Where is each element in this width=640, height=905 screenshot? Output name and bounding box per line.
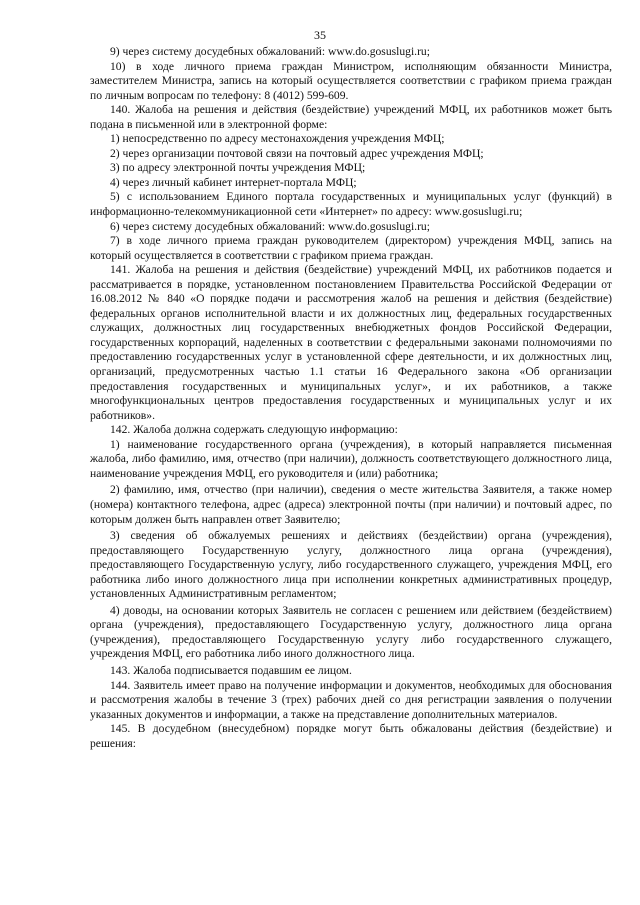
paragraph: 9) через систему досудебных обжалований: www.do.gosuslugi.ru;	[110, 45, 430, 58]
paragraph: 145. В досудебном (внесудебном) порядке могут быть обжалованы действия (бездействие) и решения:	[90, 722, 612, 750]
paragraph: 2) фамилию, имя, отчество (при наличии), сведения о месте жительства Заявителя, а также номер (номера) контактного телефона, адрес (адреса) электронной почты (при наличии) и почтовый адрес, по которым должен быть направлен ответ Заявителю;	[90, 483, 612, 526]
paragraph: 3) сведения об обжалуемых решениях и действиях (бездействии) органа (учреждения), предоставляющего Государственную услугу, должностного лица органа (учреждения), предоставляющего Государственную услугу, либо государственного служащего, учреждения МФЦ, его работника либо иного должностного лица при исполнении конкретных административных процедур, установленных Административным регламентом;	[90, 529, 612, 601]
paragraph: 2) через организации почтовой связи на почтовый адрес учреждения МФЦ;	[110, 146, 484, 160]
paragraph: 7) в ходе личного приема граждан руководителем (директором) учреждения МФЦ, запись на который осуществляется в соответствии с графиком приема граждан.	[90, 234, 612, 262]
paragraph: 1) непосредственно по адресу местонахождения учреждения МФЦ;	[110, 132, 445, 146]
paragraph: 143. Жалоба подписывается подавшим ее лицом.	[110, 663, 352, 677]
paragraph: 10) в ходе личного приема граждан Министром, исполняющим обязанности Министра, заместителем Министра, запись на который осуществляется соответствии с графиком приема граждан по личным вопросам по телефону: 8 (4012) 599-609.	[90, 59, 612, 102]
paragraph: 141. Жалоба на решения и действия (бездействие) учреждений МФЦ, их работников подается и рассматривается в порядке, установленном постановлением Правительства Российской Федерации от 16.08.2012 № 840 «О порядке подачи и рассмотрения жалоб на решения и действия (бездействие) федеральных органов исполнительной власти и их должностных лиц, федеральных государственных служащих, должностных лиц государственных внебюджетных фондов Российской Федерации, государственных корпораций, наделенных в соответствии с федеральными законами полномочиями по предоставлению государственных услуг в установленной сфере деятельности, и их должностных лиц, организаций, предусмотренных частью 1.1 статьи 16 Федерального закона «Об организации предоставления государственных и муниципальных услуг», и их работников, а также многофункциональных центров предоставления государственных и муниципальных услуг и их работников».	[90, 263, 612, 422]
paragraph: 144. Заявитель имеет право на получение информации и документов, необходимых для обоснования и рассмотрения жалобы в течение 3 (трех) рабочих дней со дня регистрации заявления о получении указанных документов и информации, а также на представление дополнительных материалов.	[90, 678, 612, 721]
page-number: 35	[314, 28, 326, 42]
paragraph: 142. Жалоба должна содержать следующую информацию:	[110, 423, 398, 437]
paragraph: 140. Жалоба на решения и действия (бездействие) учреждений МФЦ, их работников может быть подана в письменной или в электронной форме:	[90, 103, 612, 131]
document-body	[90, 45, 612, 751]
paragraph: 4) доводы, на основании которых Заявитель не согласен с решением или действием (бездействием) органа (учреждения), предоставляющего Государственную услугу, должностного лица органа (учреждения), предоставляющего Государственную услугу либо государственного служащего, учреждения МФЦ, его работника либо иного должностного лица.	[90, 603, 612, 661]
paragraph: 6) через систему досудебных обжалований: www.do.gosuslugi.ru;	[110, 219, 430, 233]
paragraph: 5) с использованием Единого портала государственных и муниципальных услуг (функций) в информационно-телекоммуникационной сети «Интернет» по адресу: www.gosuslugi.ru;	[90, 190, 612, 219]
paragraph: 3) по адресу электронной почты учреждения МФЦ;	[110, 161, 366, 175]
paragraph: 4) через личный кабинет интернет-портала МФЦ;	[110, 175, 357, 189]
paragraph: 1) наименование государственного органа (учреждения), в который направляется письменная жалоба, либо фамилию, имя, отчество (при наличии), должность соответствующего должностного лица, наименование учреждения МФЦ, его руководителя и (или) работника;	[90, 437, 612, 480]
